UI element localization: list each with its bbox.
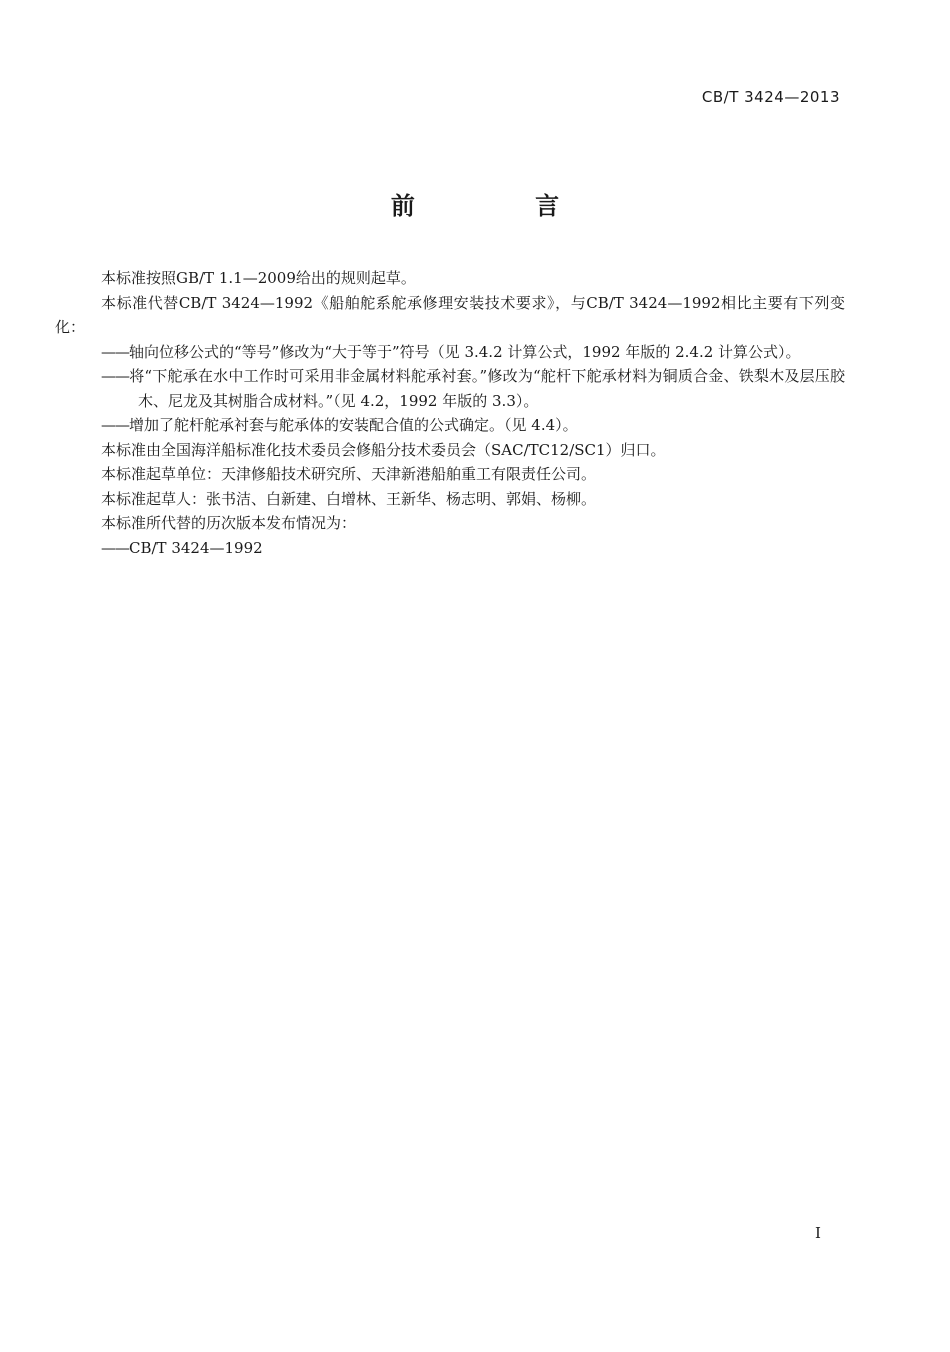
page-number: I <box>815 1224 821 1242</box>
change-item-text: 轴向位移公式的“等号”修改为“大于等于”符号（见 3.4.2 计算公式，1992 年版的 2.4.2 计算公式）。 <box>129 342 801 361</box>
previous-edition-item <box>55 536 845 561</box>
dash-marker: —— <box>101 367 129 385</box>
dash-marker: —— <box>101 538 129 557</box>
drafting-organizations-paragraph: 本标准起草单位：天津修船技术研究所、天津新港船舶重工有限责任公司。 <box>101 465 597 483</box>
responsible-committee-paragraph: 本标准由全国海洋船标准化技术委员会修船分技术委员会（SAC/TC12/SC1）归口。 <box>101 440 666 459</box>
replacement-paragraph: 本标准代替CB/T 3424—1992《船舶舵系舵承修理安装技术要求》，与CB/T 3424—1992相比主要有下列变化： <box>55 293 845 336</box>
change-item <box>55 364 845 413</box>
page-title: 前 言 <box>390 192 616 220</box>
change-item-text: 增加了舵杆舵承衬套与舵承体的安装配合值的公式确定。（见 4.4）。 <box>129 416 578 434</box>
document-body <box>55 266 845 560</box>
change-item-text: 将“下舵承在水中工作时可采用非金属材料舵承衬套。”修改为“舵杆下舵承材料为铜质合金、铁梨木及层压胶木、尼龙及其树脂合成材料。”（见 4.2，1992 年版的 3.3）。 <box>129 367 845 410</box>
previous-edition-text: CB/T 3424—1992 <box>129 538 263 557</box>
dash-marker: —— <box>101 342 129 361</box>
drafters-paragraph: 本标准起草人：张书洁、白新建、白增林、王新华、杨志明、郭娟、杨柳。 <box>101 489 597 508</box>
document-code-header: CB/T 3424—2013 <box>701 88 840 106</box>
dash-marker: —— <box>101 416 129 434</box>
drafting-rule-paragraph: 本标准按照GB/T 1.1—2009给出的规则起草。 <box>101 269 416 287</box>
change-item <box>55 413 845 438</box>
change-item <box>55 340 845 365</box>
previous-editions-paragraph: 本标准所代替的历次版本发布情况为： <box>101 514 357 532</box>
